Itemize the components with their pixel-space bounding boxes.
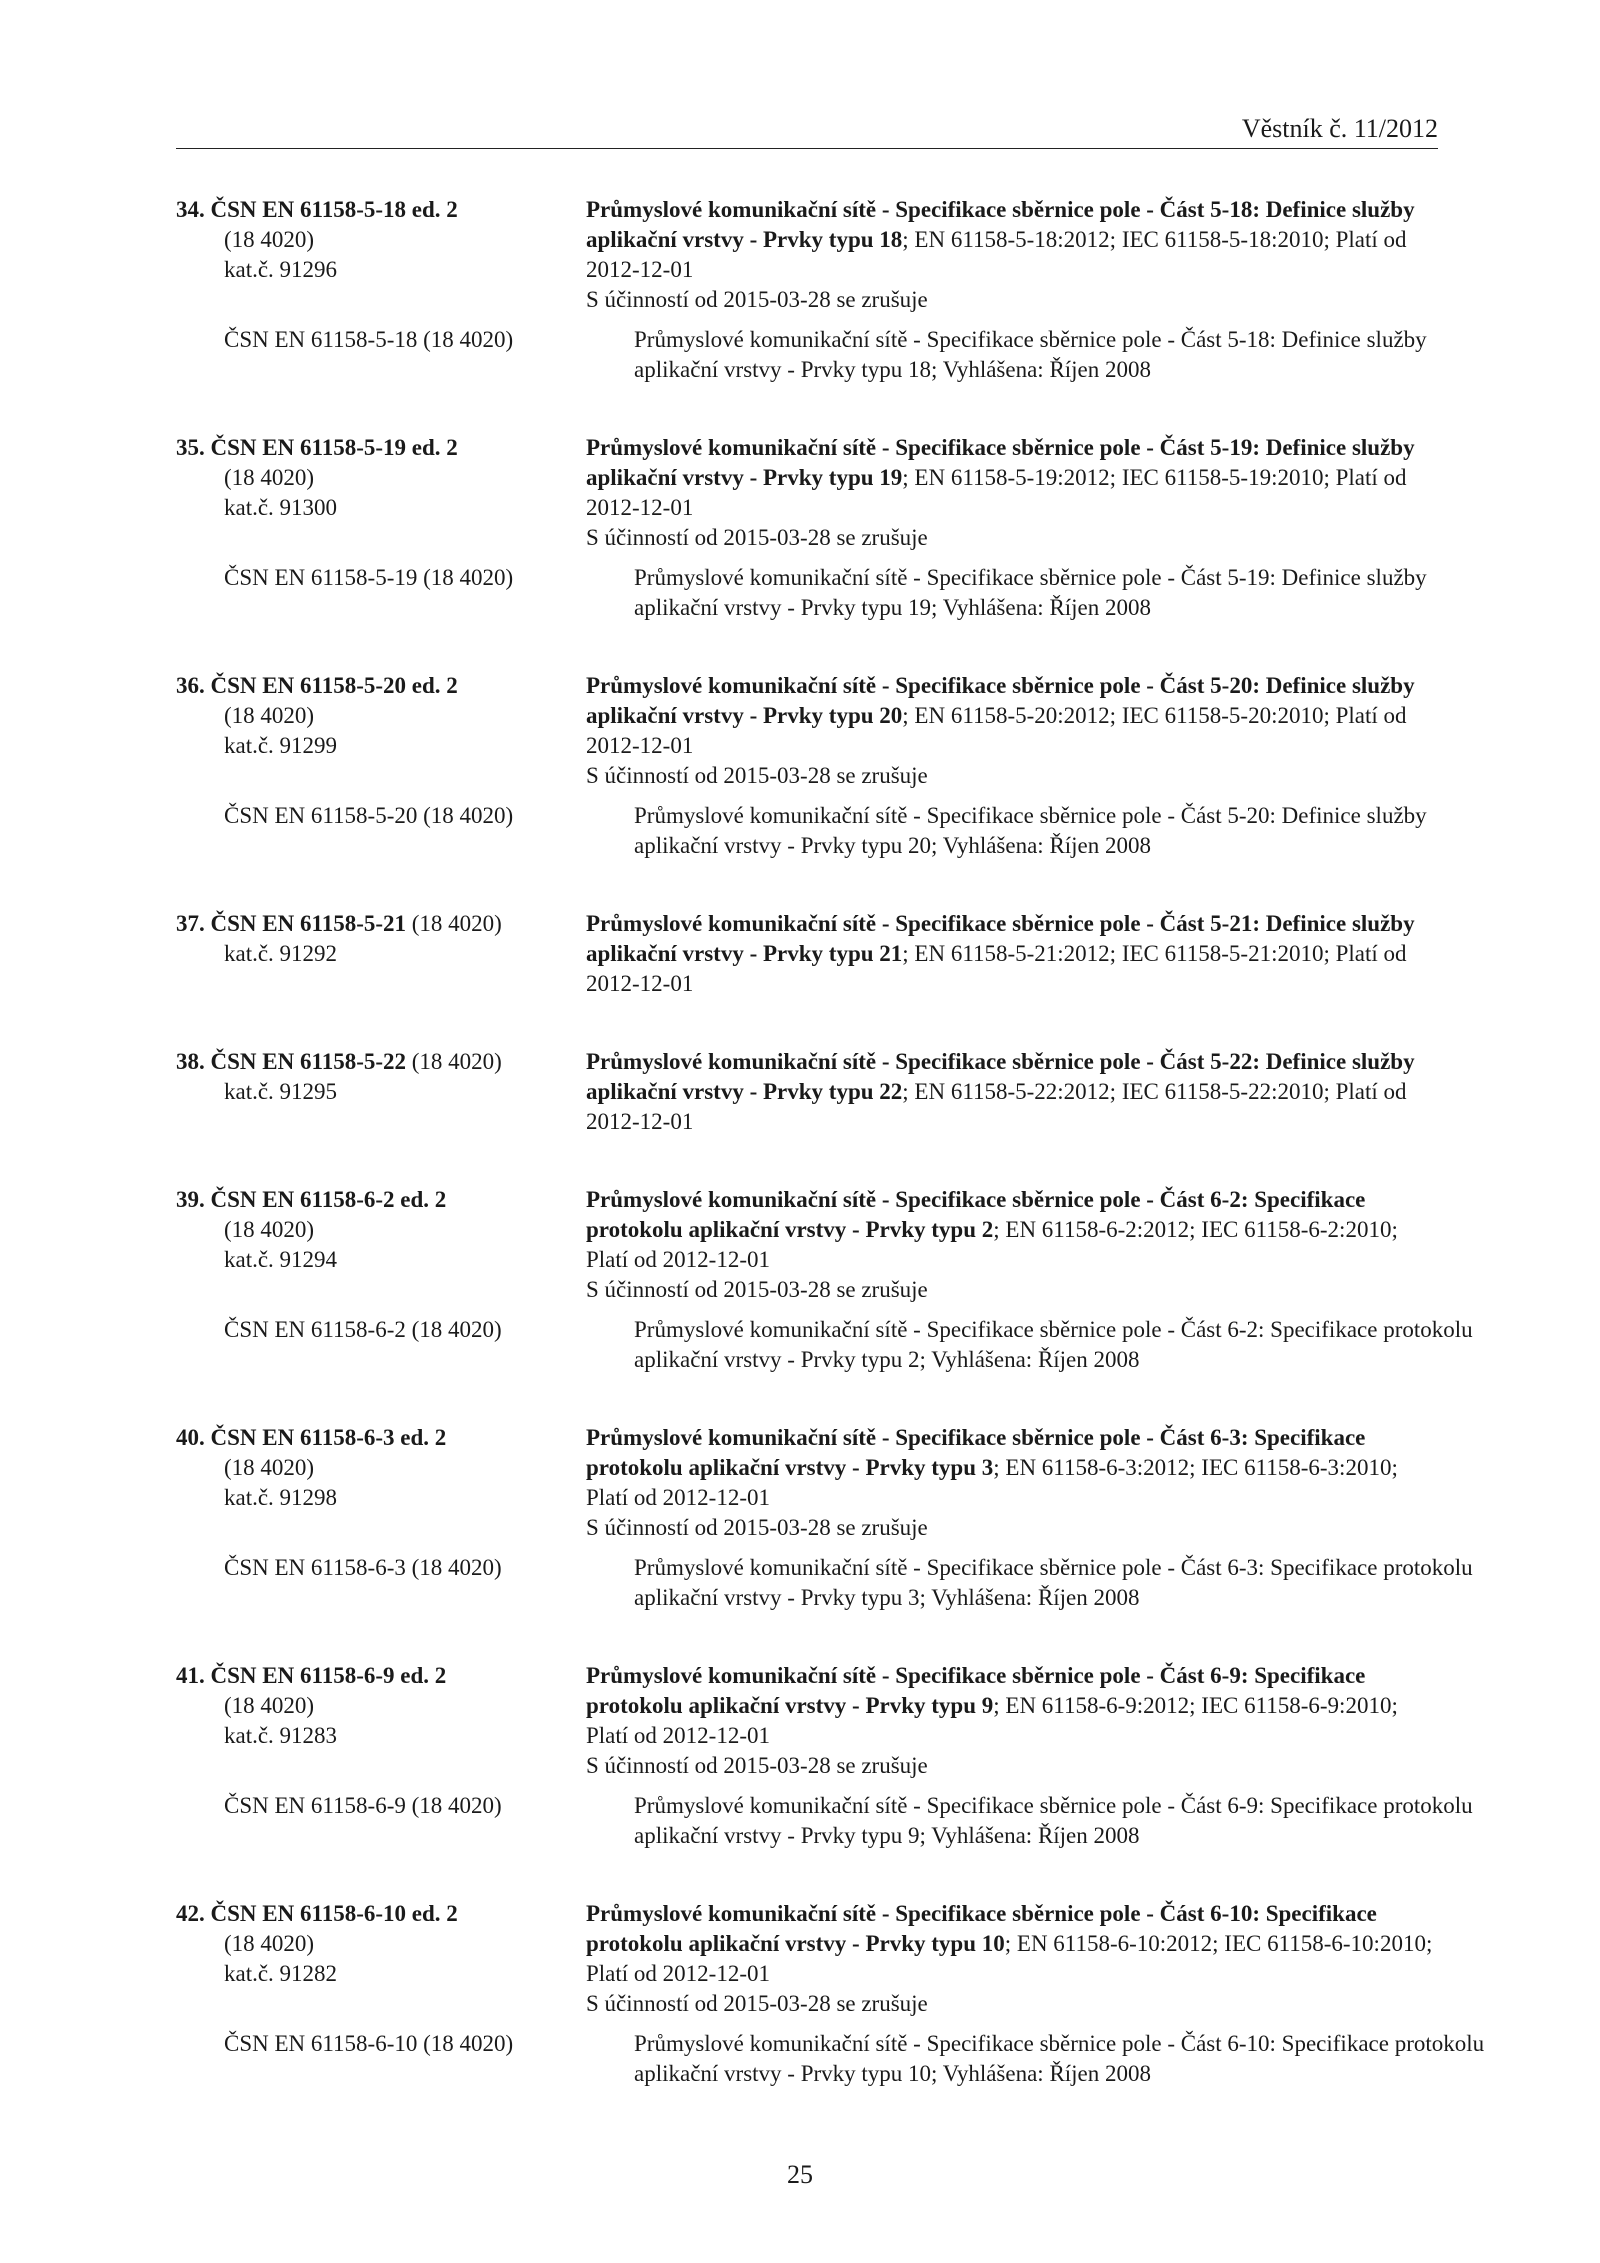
replaced-standard-description: Průmyslové komunikační sítě - Specifikace sběrnice pole - Část 5-19: Definice služby aplikační vrstvy - Prvky typu 19; Vyhlášena: Říjen 2008 — [634, 565, 1427, 620]
catalog-number: kat.č. 91292 — [224, 941, 338, 966]
entry-number: 34. — [176, 197, 205, 222]
cancellation-note: S účinností od 2015-03-28 se zrušuje — [586, 1515, 928, 1540]
replaced-standard-code: ČSN EN 61158-6-9 (18 4020) — [224, 1793, 502, 1818]
standard-reference: ; EN 61158-5-20:2012; IEC 61158-5-20:2010; Platí od 2012-12-01 — [586, 703, 1407, 758]
catalog-number: kat.č. 91294 — [224, 1247, 338, 1272]
entry-number: 40. — [176, 1425, 205, 1450]
standard-code: ČSN EN 61158-5-20 ed. 2 — [210, 673, 458, 698]
entry-description — [586, 1899, 1438, 2019]
standard-title: Průmyslové komunikační sítě - Specifikace sběrnice pole - Část 6-9: Specifikace protokolu aplikační vrstvy - Prvky typu 9 — [586, 1663, 1366, 1718]
standard-code: ČSN EN 61158-6-3 ed. 2 — [210, 1425, 447, 1450]
replaced-standard-description: Průmyslové komunikační sítě - Specifikace sběrnice pole - Část 6-9: Specifikace protokolu aplikační vrstvy - Prvky typu 9; Vyhlášena: Říjen 2008 — [634, 1793, 1473, 1848]
cancellation-note: S účinností od 2015-03-28 se zrušuje — [586, 1277, 928, 1302]
standard-code: ČSN EN 61158-5-19 ed. 2 — [210, 435, 458, 460]
catalog-number: kat.č. 91299 — [224, 733, 338, 758]
standard-code: ČSN EN 61158-6-2 ed. 2 — [210, 1187, 447, 1212]
classification-code: (18 4020) — [224, 1693, 315, 1718]
replaced-standard-code: ČSN EN 61158-6-2 (18 4020) — [224, 1317, 502, 1342]
standard-code: ČSN EN 61158-5-22 — [210, 1049, 407, 1074]
standard-reference: ; EN 61158-6-2:2012; IEC 61158-6-2:2010; Platí od 2012-12-01 — [586, 1217, 1398, 1272]
entry-identifiers — [176, 1047, 586, 1137]
standard-entry — [176, 1185, 1473, 1375]
cancellation-note: S účinností od 2015-03-28 se zrušuje — [586, 1991, 928, 2016]
entry-identifiers — [176, 1661, 586, 1781]
catalog-number: kat.č. 91300 — [224, 495, 338, 520]
standard-entry — [176, 1047, 1438, 1137]
standard-code: ČSN EN 61158-6-10 ed. 2 — [210, 1901, 458, 1926]
replaced-standard-code: ČSN EN 61158-5-19 (18 4020) — [224, 565, 514, 590]
standard-code: ČSN EN 61158-5-18 ed. 2 — [210, 197, 458, 222]
page-header — [176, 108, 1438, 149]
journal-title: Věstník č. 11/2012 — [1241, 114, 1438, 143]
entry-number: 39. — [176, 1187, 205, 1212]
standard-reference: ; EN 61158-5-22:2012; IEC 61158-5-22:2010; Platí od 2012-12-01 — [586, 1079, 1407, 1134]
standard-reference: ; EN 61158-5-18:2012; IEC 61158-5-18:2010; Platí od 2012-12-01 — [586, 227, 1407, 282]
cancellation-note: S účinností od 2015-03-28 se zrušuje — [586, 1753, 928, 1778]
catalog-number: kat.č. 91282 — [224, 1961, 338, 1986]
classification-code: (18 4020) — [224, 227, 315, 252]
classification-code: (18 4020) — [224, 703, 315, 728]
standard-entry — [176, 433, 1438, 623]
standard-title: Průmyslové komunikační sítě - Specifikace sběrnice pole - Část 6-10: Specifikace protokolu aplikační vrstvy - Prvky typu 10 — [586, 1901, 1377, 1956]
replaced-standard-description: Průmyslové komunikační sítě - Specifikace sběrnice pole - Část 5-18: Definice služby aplikační vrstvy - Prvky typu 18; Vyhlášena: Říjen 2008 — [634, 327, 1427, 382]
classification-code: (18 4020) — [224, 1931, 315, 1956]
catalog-number: kat.č. 91298 — [224, 1485, 338, 1510]
standard-entry — [176, 909, 1438, 999]
entry-description — [586, 1047, 1438, 1137]
standard-title: Průmyslové komunikační sítě - Specifikace sběrnice pole - Část 5-18: Definice služby aplikační vrstvy - Prvky typu 18 — [586, 197, 1415, 252]
entry-identifiers — [176, 195, 586, 315]
standard-reference: ; EN 61158-6-10:2012; IEC 61158-6-10:2010; Platí od 2012-12-01 — [586, 1931, 1433, 1986]
replaced-standard-description: Průmyslové komunikační sítě - Specifikace sběrnice pole - Část 6-3: Specifikace protokolu aplikační vrstvy - Prvky typu 3; Vyhlášena: Říjen 2008 — [634, 1555, 1473, 1610]
entry-number: 38. — [176, 1049, 205, 1074]
entry-identifiers — [176, 1185, 586, 1305]
replaced-standard-description: Průmyslové komunikační sítě - Specifikace sběrnice pole - Část 5-20: Definice služby aplikační vrstvy - Prvky typu 20; Vyhlášena: Říjen 2008 — [634, 803, 1427, 858]
entry-description — [586, 1423, 1438, 1543]
entry-identifiers — [176, 671, 586, 791]
entry-description — [586, 909, 1438, 999]
replaced-standard-description: Průmyslové komunikační sítě - Specifikace sběrnice pole - Část 6-2: Specifikace protokolu aplikační vrstvy - Prvky typu 2; Vyhlášena: Říjen 2008 — [634, 1317, 1473, 1372]
standard-entry — [176, 671, 1438, 861]
entry-identifiers — [176, 433, 586, 553]
entry-number: 35. — [176, 435, 205, 460]
entry-description — [586, 671, 1438, 791]
classification-code: (18 4020) — [224, 1217, 315, 1242]
standard-reference: ; EN 61158-5-19:2012; IEC 61158-5-19:2010; Platí od 2012-12-01 — [586, 465, 1407, 520]
entry-number: 36. — [176, 673, 205, 698]
catalog-number: kat.č. 91295 — [224, 1079, 338, 1104]
standard-entry — [176, 195, 1438, 385]
standard-entry — [176, 1423, 1473, 1613]
cancellation-note: S účinností od 2015-03-28 se zrušuje — [586, 287, 928, 312]
replaced-standard-description: Průmyslové komunikační sítě - Specifikace sběrnice pole - Část 6-10: Specifikace protokolu aplikační vrstvy - Prvky typu 10; Vyhlášena: Říjen 2008 — [634, 2031, 1485, 2086]
standard-title: Průmyslové komunikační sítě - Specifikace sběrnice pole - Část 6-3: Specifikace protokolu aplikační vrstvy - Prvky typu 3 — [586, 1425, 1366, 1480]
catalog-number: kat.č. 91296 — [224, 257, 338, 282]
entry-identifiers — [176, 1423, 586, 1543]
entry-description — [586, 1661, 1438, 1781]
standard-reference: ; EN 61158-6-3:2012; IEC 61158-6-3:2010; Platí od 2012-12-01 — [586, 1455, 1398, 1510]
standard-code: ČSN EN 61158-6-9 ed. 2 — [210, 1663, 447, 1688]
entry-description — [586, 195, 1438, 315]
classification-code: (18 4020) — [406, 1049, 502, 1074]
page-number: 25 — [787, 2160, 813, 2189]
entry-number: 42. — [176, 1901, 205, 1926]
catalog-number: kat.č. 91283 — [224, 1723, 338, 1748]
entry-description — [586, 1185, 1438, 1305]
standard-code: ČSN EN 61158-5-21 — [210, 911, 407, 936]
cancellation-note: S účinností od 2015-03-28 se zrušuje — [586, 525, 928, 550]
standard-title: Průmyslové komunikační sítě - Specifikace sběrnice pole - Část 5-19: Definice služby aplikační vrstvy - Prvky typu 19 — [586, 435, 1415, 490]
entry-identifiers — [176, 1899, 586, 2019]
entry-number: 37. — [176, 911, 205, 936]
standard-title: Průmyslové komunikační sítě - Specifikace sběrnice pole - Část 5-20: Definice služby aplikační vrstvy - Prvky typu 20 — [586, 673, 1415, 728]
replaced-standard-code: ČSN EN 61158-6-3 (18 4020) — [224, 1555, 502, 1580]
standard-entry — [176, 1899, 1485, 2089]
standard-title: Průmyslové komunikační sítě - Specifikace sběrnice pole - Část 6-2: Specifikace protokolu aplikační vrstvy - Prvky typu 2 — [586, 1187, 1366, 1242]
classification-code: (18 4020) — [224, 1455, 315, 1480]
standard-title: Průmyslové komunikační sítě - Specifikace sběrnice pole - Část 5-22: Definice služby aplikační vrstvy - Prvky typu 22 — [586, 1049, 1415, 1104]
entry-identifiers — [176, 909, 586, 999]
standard-reference: ; EN 61158-6-9:2012; IEC 61158-6-9:2010; Platí od 2012-12-01 — [586, 1693, 1398, 1748]
standards-list — [176, 195, 1485, 2137]
replaced-standard-code: ČSN EN 61158-5-20 (18 4020) — [224, 803, 514, 828]
entry-description — [586, 433, 1438, 553]
replaced-standard-code: ČSN EN 61158-6-10 (18 4020) — [224, 2031, 514, 2056]
classification-code: (18 4020) — [406, 911, 502, 936]
standard-entry — [176, 1661, 1473, 1851]
standard-title: Průmyslové komunikační sítě - Specifikace sběrnice pole - Část 5-21: Definice služby aplikační vrstvy - Prvky typu 21 — [586, 911, 1415, 966]
entry-number: 41. — [176, 1663, 205, 1688]
cancellation-note: S účinností od 2015-03-28 se zrušuje — [586, 763, 928, 788]
replaced-standard-code: ČSN EN 61158-5-18 (18 4020) — [224, 327, 514, 352]
classification-code: (18 4020) — [224, 465, 315, 490]
standard-reference: ; EN 61158-5-21:2012; IEC 61158-5-21:2010; Platí od 2012-12-01 — [586, 941, 1407, 996]
